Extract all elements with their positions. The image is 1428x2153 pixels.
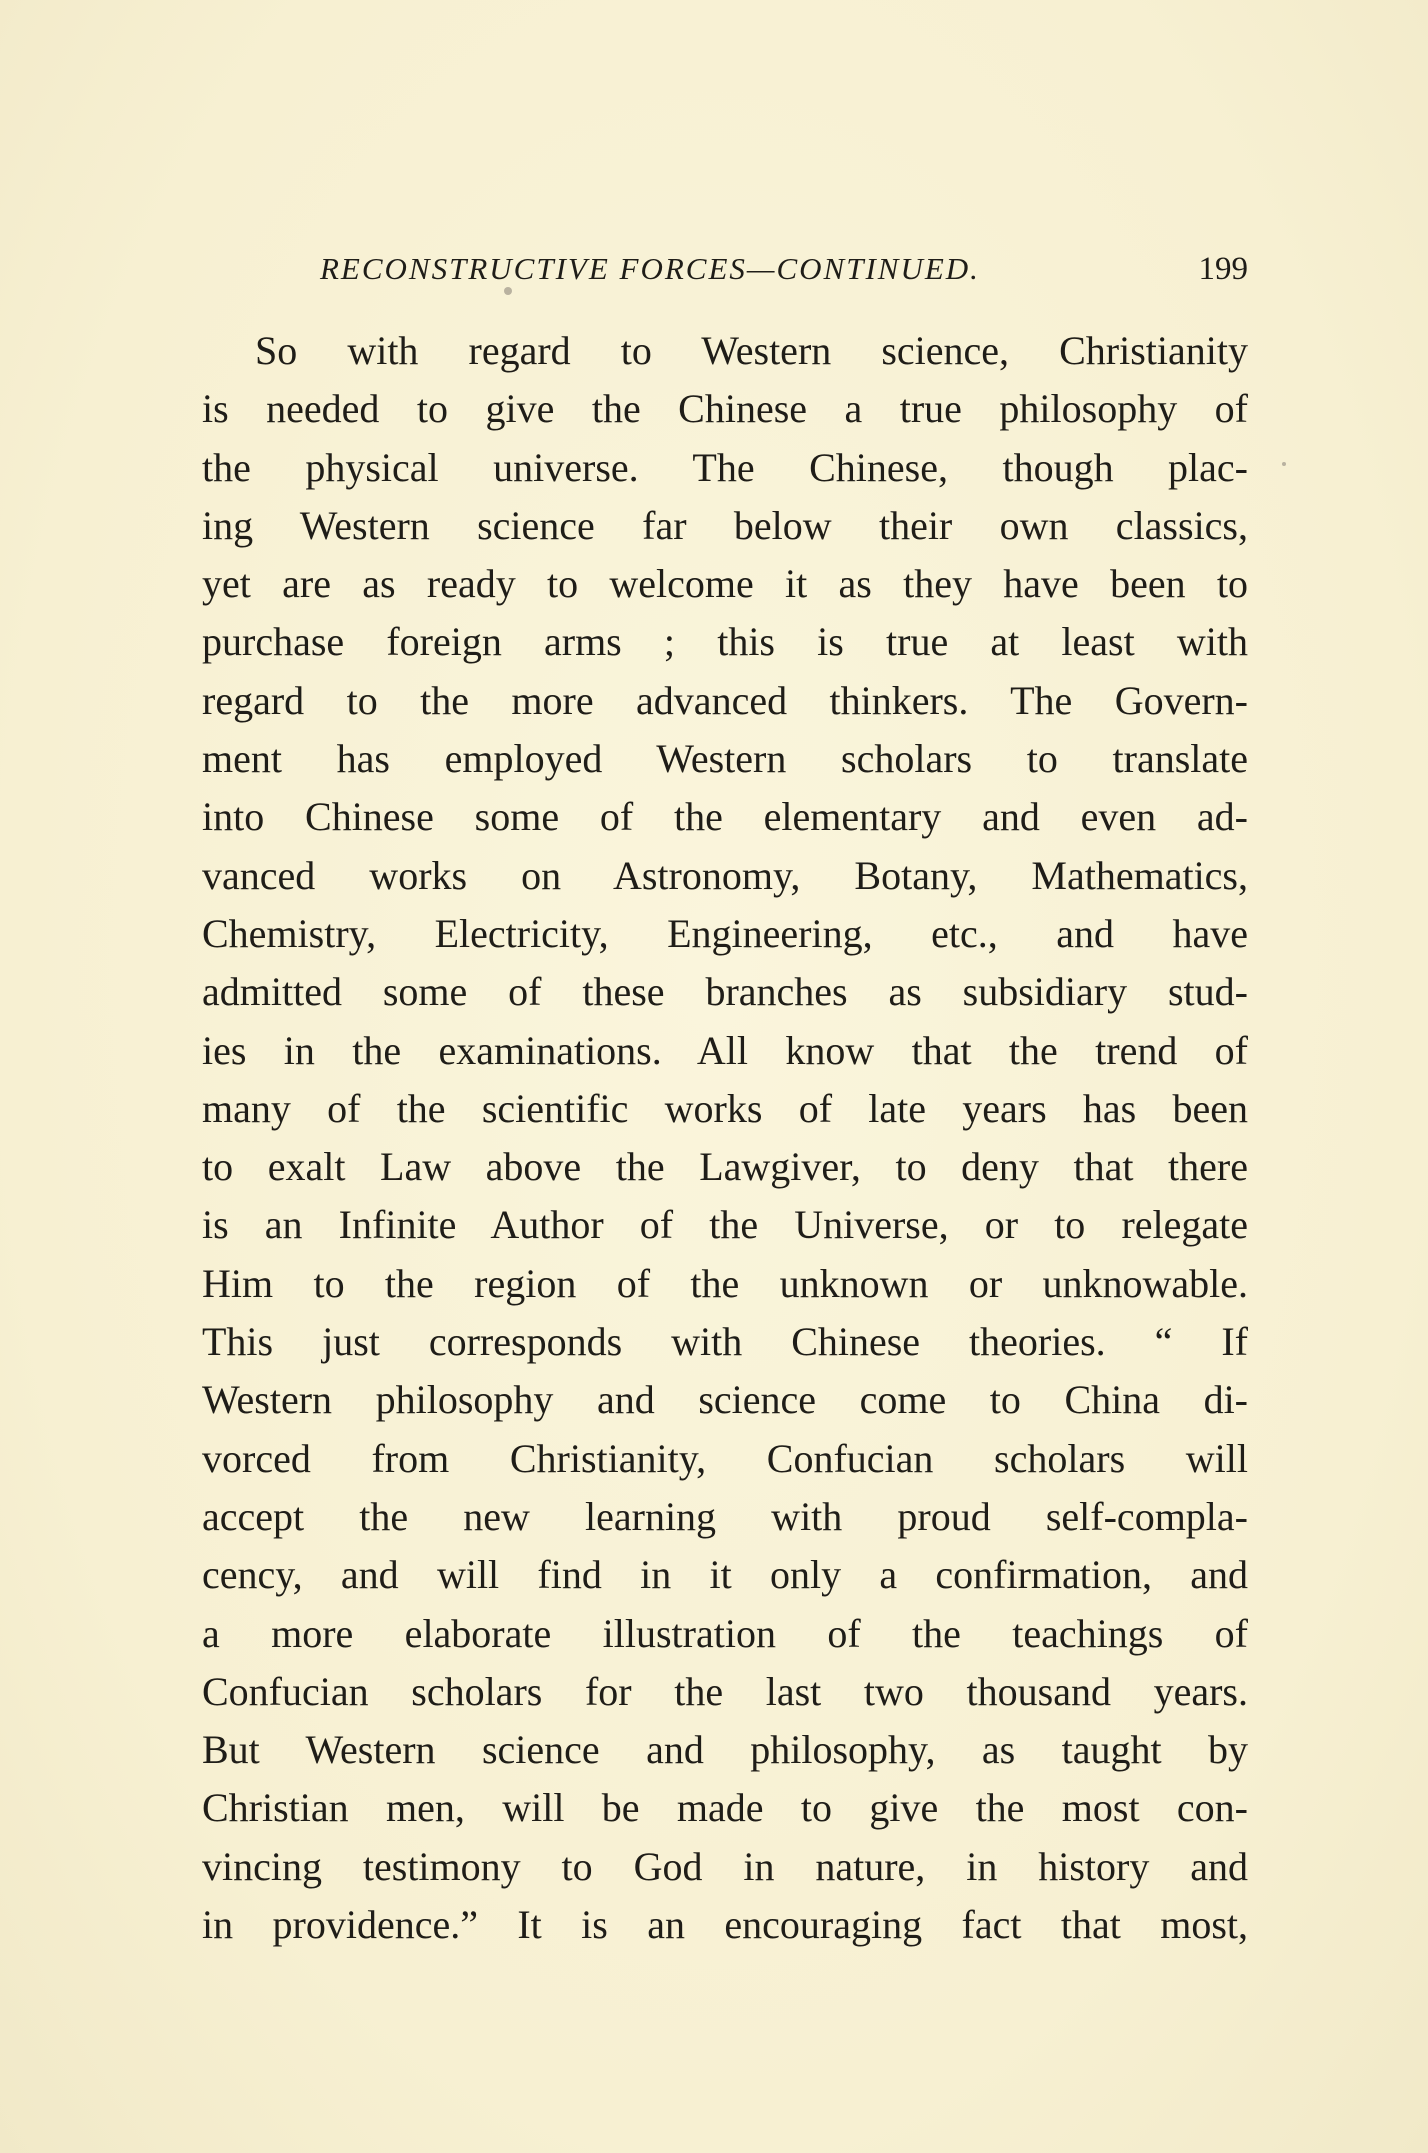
text-line: Christian men, will be made to give the most con- bbox=[202, 1785, 1248, 1831]
text-line: Chemistry, Electricity, Engineering, etc., and have bbox=[202, 910, 1248, 956]
text-line: is an Infinite Author of the Universe, or to relegate bbox=[202, 1202, 1248, 1248]
text-line: yet are as ready to welcome it as they have been to bbox=[202, 561, 1248, 607]
text-line: the physical universe. The Chinese, though plac- bbox=[202, 444, 1248, 490]
text-line: So with regard to Western science, Christianity bbox=[255, 328, 1248, 373]
page-number: 199 bbox=[1198, 251, 1248, 287]
running-head bbox=[200, 247, 1248, 291]
text-line: regard to the more advanced thinkers. The Govern- bbox=[202, 677, 1248, 723]
text-line: Him to the region of the unknown or unknowable. bbox=[202, 1260, 1248, 1306]
text-line: vanced works on Astronomy, Botany, Mathematics, bbox=[202, 852, 1248, 898]
running-title: RECONSTRUCTIVE FORCES—CONTINUED. bbox=[320, 251, 980, 286]
text-line: vorced from Christianity, Confucian scholars will bbox=[202, 1435, 1248, 1481]
text-line: cency, and will find in it only a confirmation, and bbox=[202, 1552, 1248, 1598]
text-line: many of the scientific works of late years has been bbox=[202, 1085, 1248, 1131]
text-line: But Western science and philosophy, as taught by bbox=[202, 1727, 1248, 1773]
text-line: This just corresponds with Chinese theories. “ If bbox=[202, 1319, 1248, 1365]
text-line: Western philosophy and science come to China di- bbox=[202, 1377, 1248, 1423]
text-line: purchase foreign arms ; this is true at least with bbox=[202, 619, 1248, 665]
text-line: Confucian scholars for the last two thousand years. bbox=[202, 1668, 1248, 1714]
text-line: in providence.” It is an encouraging fact that most, bbox=[202, 1902, 1248, 1948]
text-line: ing Western science far below their own classics, bbox=[202, 502, 1248, 548]
text-line: into Chinese some of the elementary and even ad- bbox=[202, 794, 1248, 840]
text-line: is needed to give the Chinese a true philosophy of bbox=[202, 386, 1248, 432]
ink-speck bbox=[1282, 462, 1286, 466]
body-paragraph bbox=[202, 322, 1248, 1954]
text-line: admitted some of these branches as subsidiary stud- bbox=[202, 969, 1248, 1015]
text-line: vincing testimony to God in nature, in history and bbox=[202, 1843, 1248, 1889]
text-line: ment has employed Western scholars to translate bbox=[202, 736, 1248, 782]
text-line: to exalt Law above the Lawgiver, to deny that there bbox=[202, 1144, 1248, 1190]
text-line: accept the new learning with proud self-compla- bbox=[202, 1493, 1248, 1539]
text-line: ies in the examinations. All know that the trend of bbox=[202, 1027, 1248, 1073]
text-line: a more elaborate illustration of the teachings of bbox=[202, 1610, 1248, 1656]
